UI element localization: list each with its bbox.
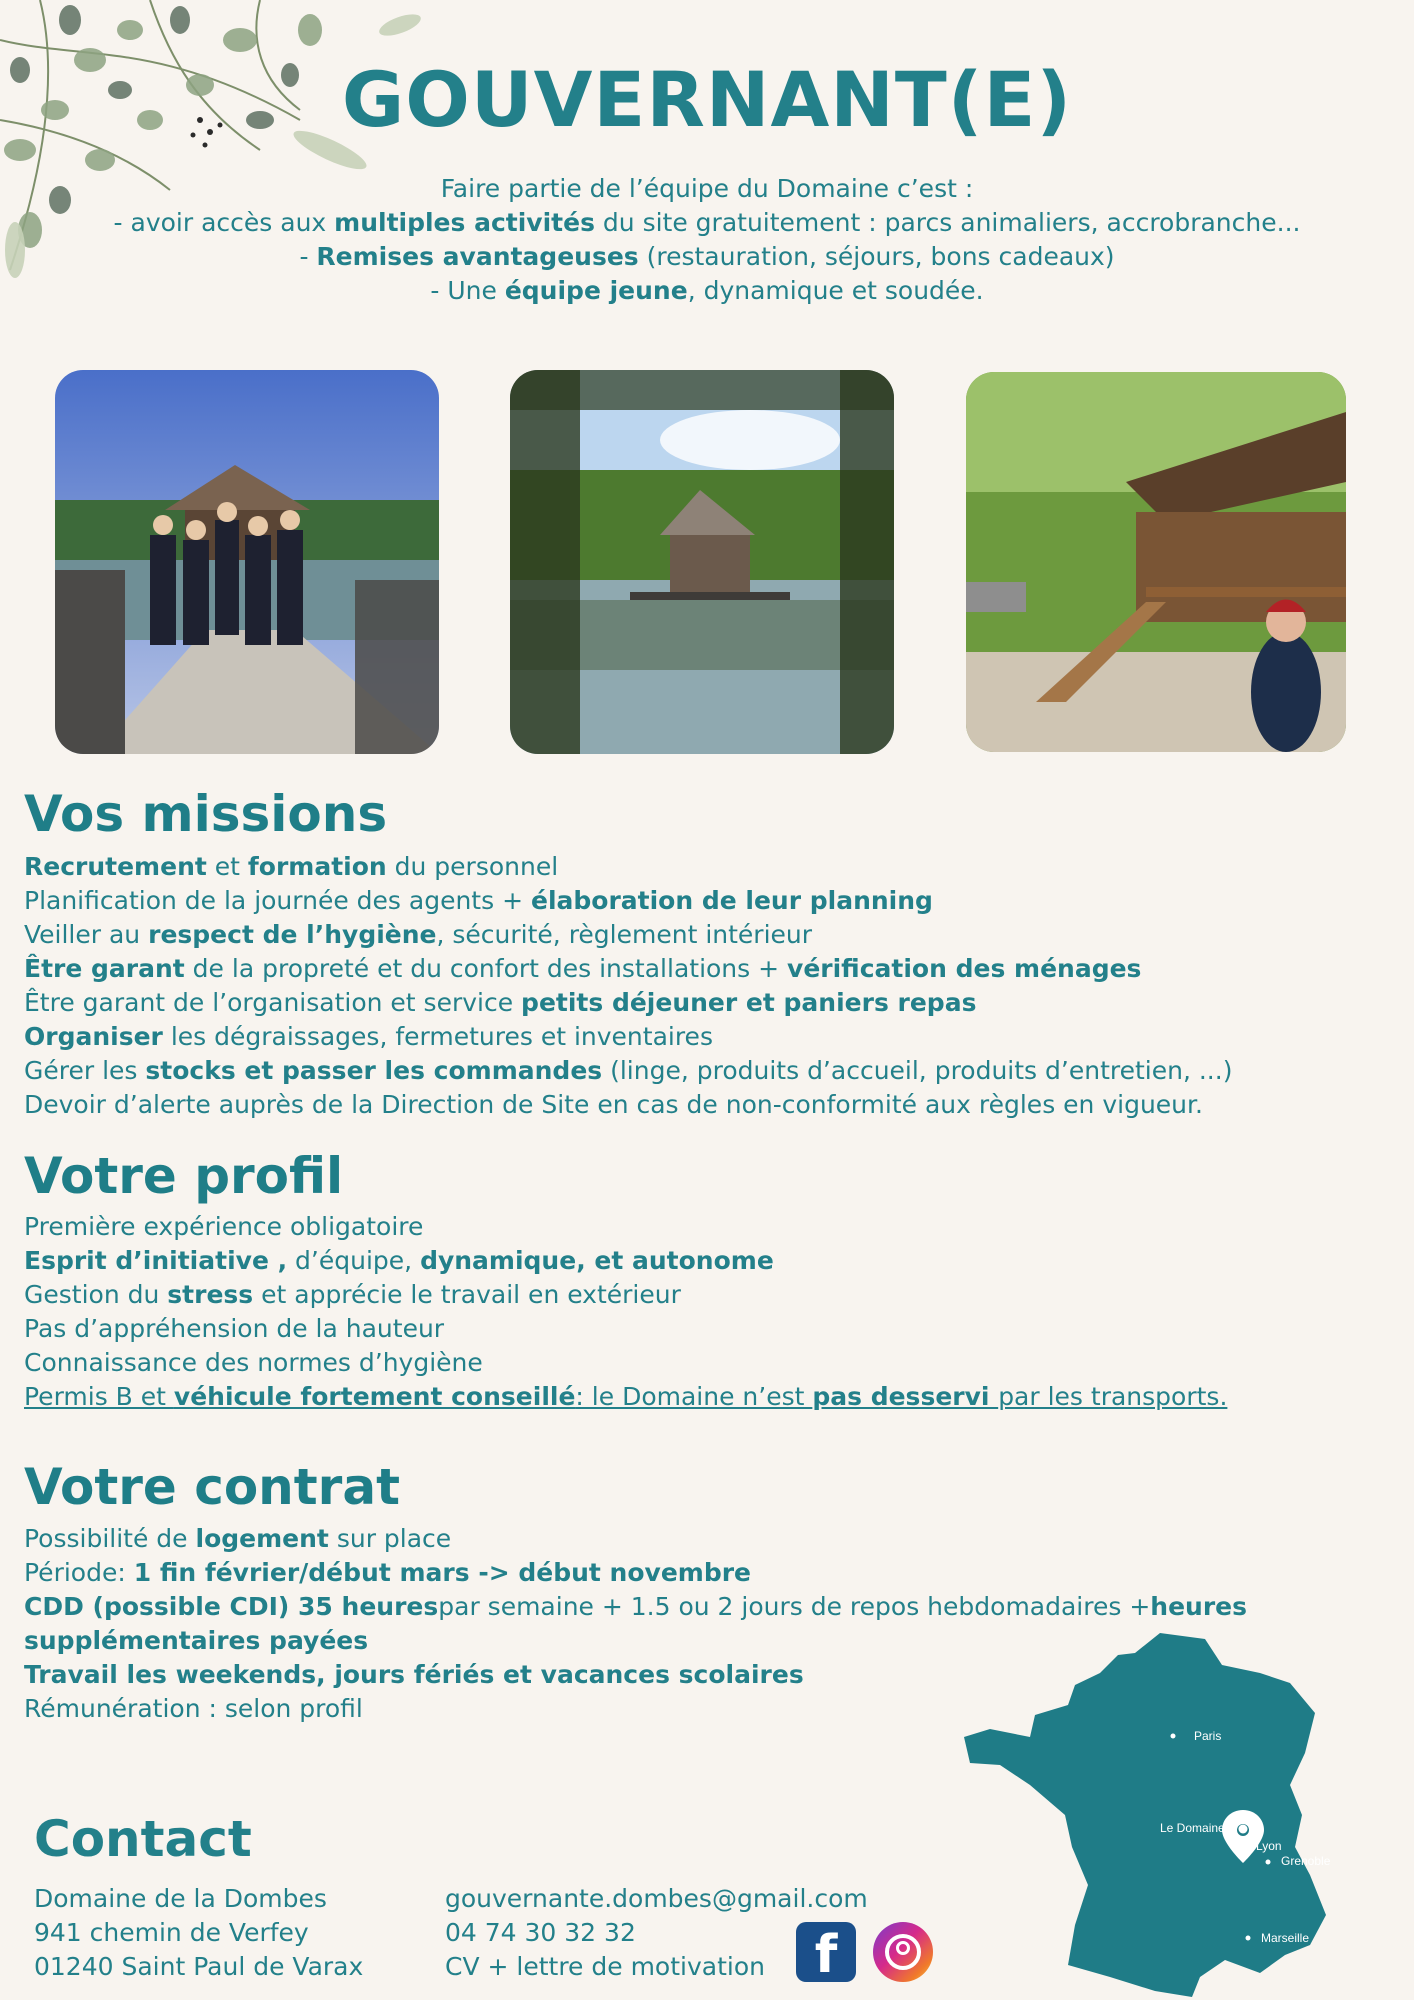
application-note: CV + lettre de motivation bbox=[445, 1952, 765, 1981]
profil-list bbox=[24, 1210, 1227, 1414]
profil-item: Esprit d’initiative , d’équipe, dynamique, et autonome bbox=[24, 1246, 774, 1275]
profil-item: Première expérience obligatoire bbox=[24, 1212, 424, 1241]
profil-item: Pas d’appréhension de la hauteur bbox=[24, 1314, 445, 1343]
profil-item: Connaissance des normes d’hygiène bbox=[24, 1348, 483, 1377]
intro-line: - avoir accès aux multiples activités du site gratuitement : parcs animaliers, accrobranche... bbox=[113, 208, 1301, 237]
mission-item: Devoir d’alerte auprès de la Direction de Site en cas de non-conformité aux règles en vigueur. bbox=[24, 1090, 1203, 1119]
facebook-icon[interactable]: f bbox=[796, 1922, 856, 1982]
map-label-grenoble: Grenoble bbox=[1281, 1854, 1331, 1868]
intro-line: - Une équipe jeune, dynamique et soudée. bbox=[430, 276, 984, 305]
map-label-lyon: Lyon bbox=[1256, 1839, 1282, 1853]
mission-item: Gérer les stocks et passer les commandes (linge, produits d’accueil, produits d’entretien, ...) bbox=[24, 1056, 1233, 1085]
lake-cabin-photo bbox=[510, 370, 894, 754]
instagram-icon[interactable] bbox=[873, 1922, 933, 1982]
intro-line: - Remises avantageuses (restauration, séjours, bons cadeaux) bbox=[299, 242, 1115, 271]
map-label-marseille: Marseille bbox=[1261, 1931, 1310, 1945]
contrat-item: Rémunération : selon profil bbox=[24, 1694, 363, 1723]
profil-item: Permis B et véhicule fortement conseillé: le Domaine n’est pas desservi par les transports. bbox=[24, 1382, 1228, 1411]
contrat-item: Possibilité de logement sur place bbox=[24, 1524, 452, 1553]
mission-item: Organiser les dégraissages, fermetures et inventaires bbox=[24, 1022, 713, 1051]
profil-title: Votre profil bbox=[24, 1147, 344, 1205]
contact-address bbox=[34, 1882, 363, 1984]
map-label-paris: Paris bbox=[1194, 1729, 1222, 1743]
address-line: 941 chemin de Verfey bbox=[34, 1918, 309, 1947]
contrat-item: Travail les weekends, jours fériés et vacances scolaires bbox=[24, 1660, 804, 1689]
intro-line: Faire partie de l’équipe du Domaine c’est : bbox=[440, 174, 974, 203]
missions-title: Vos missions bbox=[24, 785, 388, 843]
contact-title: Contact bbox=[34, 1810, 252, 1868]
mission-item: Être garant de la propreté et du confort des installations + vérification des ménages bbox=[24, 954, 1142, 983]
france-map bbox=[960, 1625, 1350, 2000]
contrat-item: supplémentaires payées bbox=[24, 1626, 369, 1655]
address-line: 01240 Saint Paul de Varax bbox=[34, 1952, 364, 1981]
mission-item: Planification de la journée des agents + élaboration de leur planning bbox=[24, 886, 933, 915]
contrat-item: Période: 1 fin février/début mars -> début novembre bbox=[24, 1558, 752, 1587]
contrat-title: Votre contrat bbox=[24, 1458, 400, 1516]
missions-list bbox=[24, 850, 1232, 1122]
profil-item: Gestion du stress et apprécie le travail en extérieur bbox=[24, 1280, 681, 1309]
team-photo bbox=[55, 370, 439, 754]
phone-number[interactable]: 04 74 30 32 32 bbox=[445, 1918, 636, 1947]
mission-item: Être garant de l’organisation et service petits déjeuner et paniers repas bbox=[24, 988, 977, 1017]
page-title: GOUVERNANT(E) bbox=[341, 55, 1073, 144]
email-link[interactable]: gouvernante.dombes@gmail.com bbox=[445, 1884, 868, 1913]
contrat-item: CDD (possible CDI) 35 heures par semaine + 1.5 ou 2 jours de repos hebdomadaires + heures bbox=[24, 1592, 1247, 1621]
address-line: Domaine de la Dombes bbox=[34, 1884, 327, 1913]
map-label-domaine: Le Domaine bbox=[1160, 1821, 1225, 1835]
cabin-terrace-photo bbox=[966, 372, 1346, 752]
mission-item: Recrutement et formation du personnel bbox=[24, 852, 559, 881]
mission-item: Veiller au respect de l’hygiène, sécurité, règlement intérieur bbox=[24, 920, 813, 949]
intro-text bbox=[0, 172, 1414, 308]
